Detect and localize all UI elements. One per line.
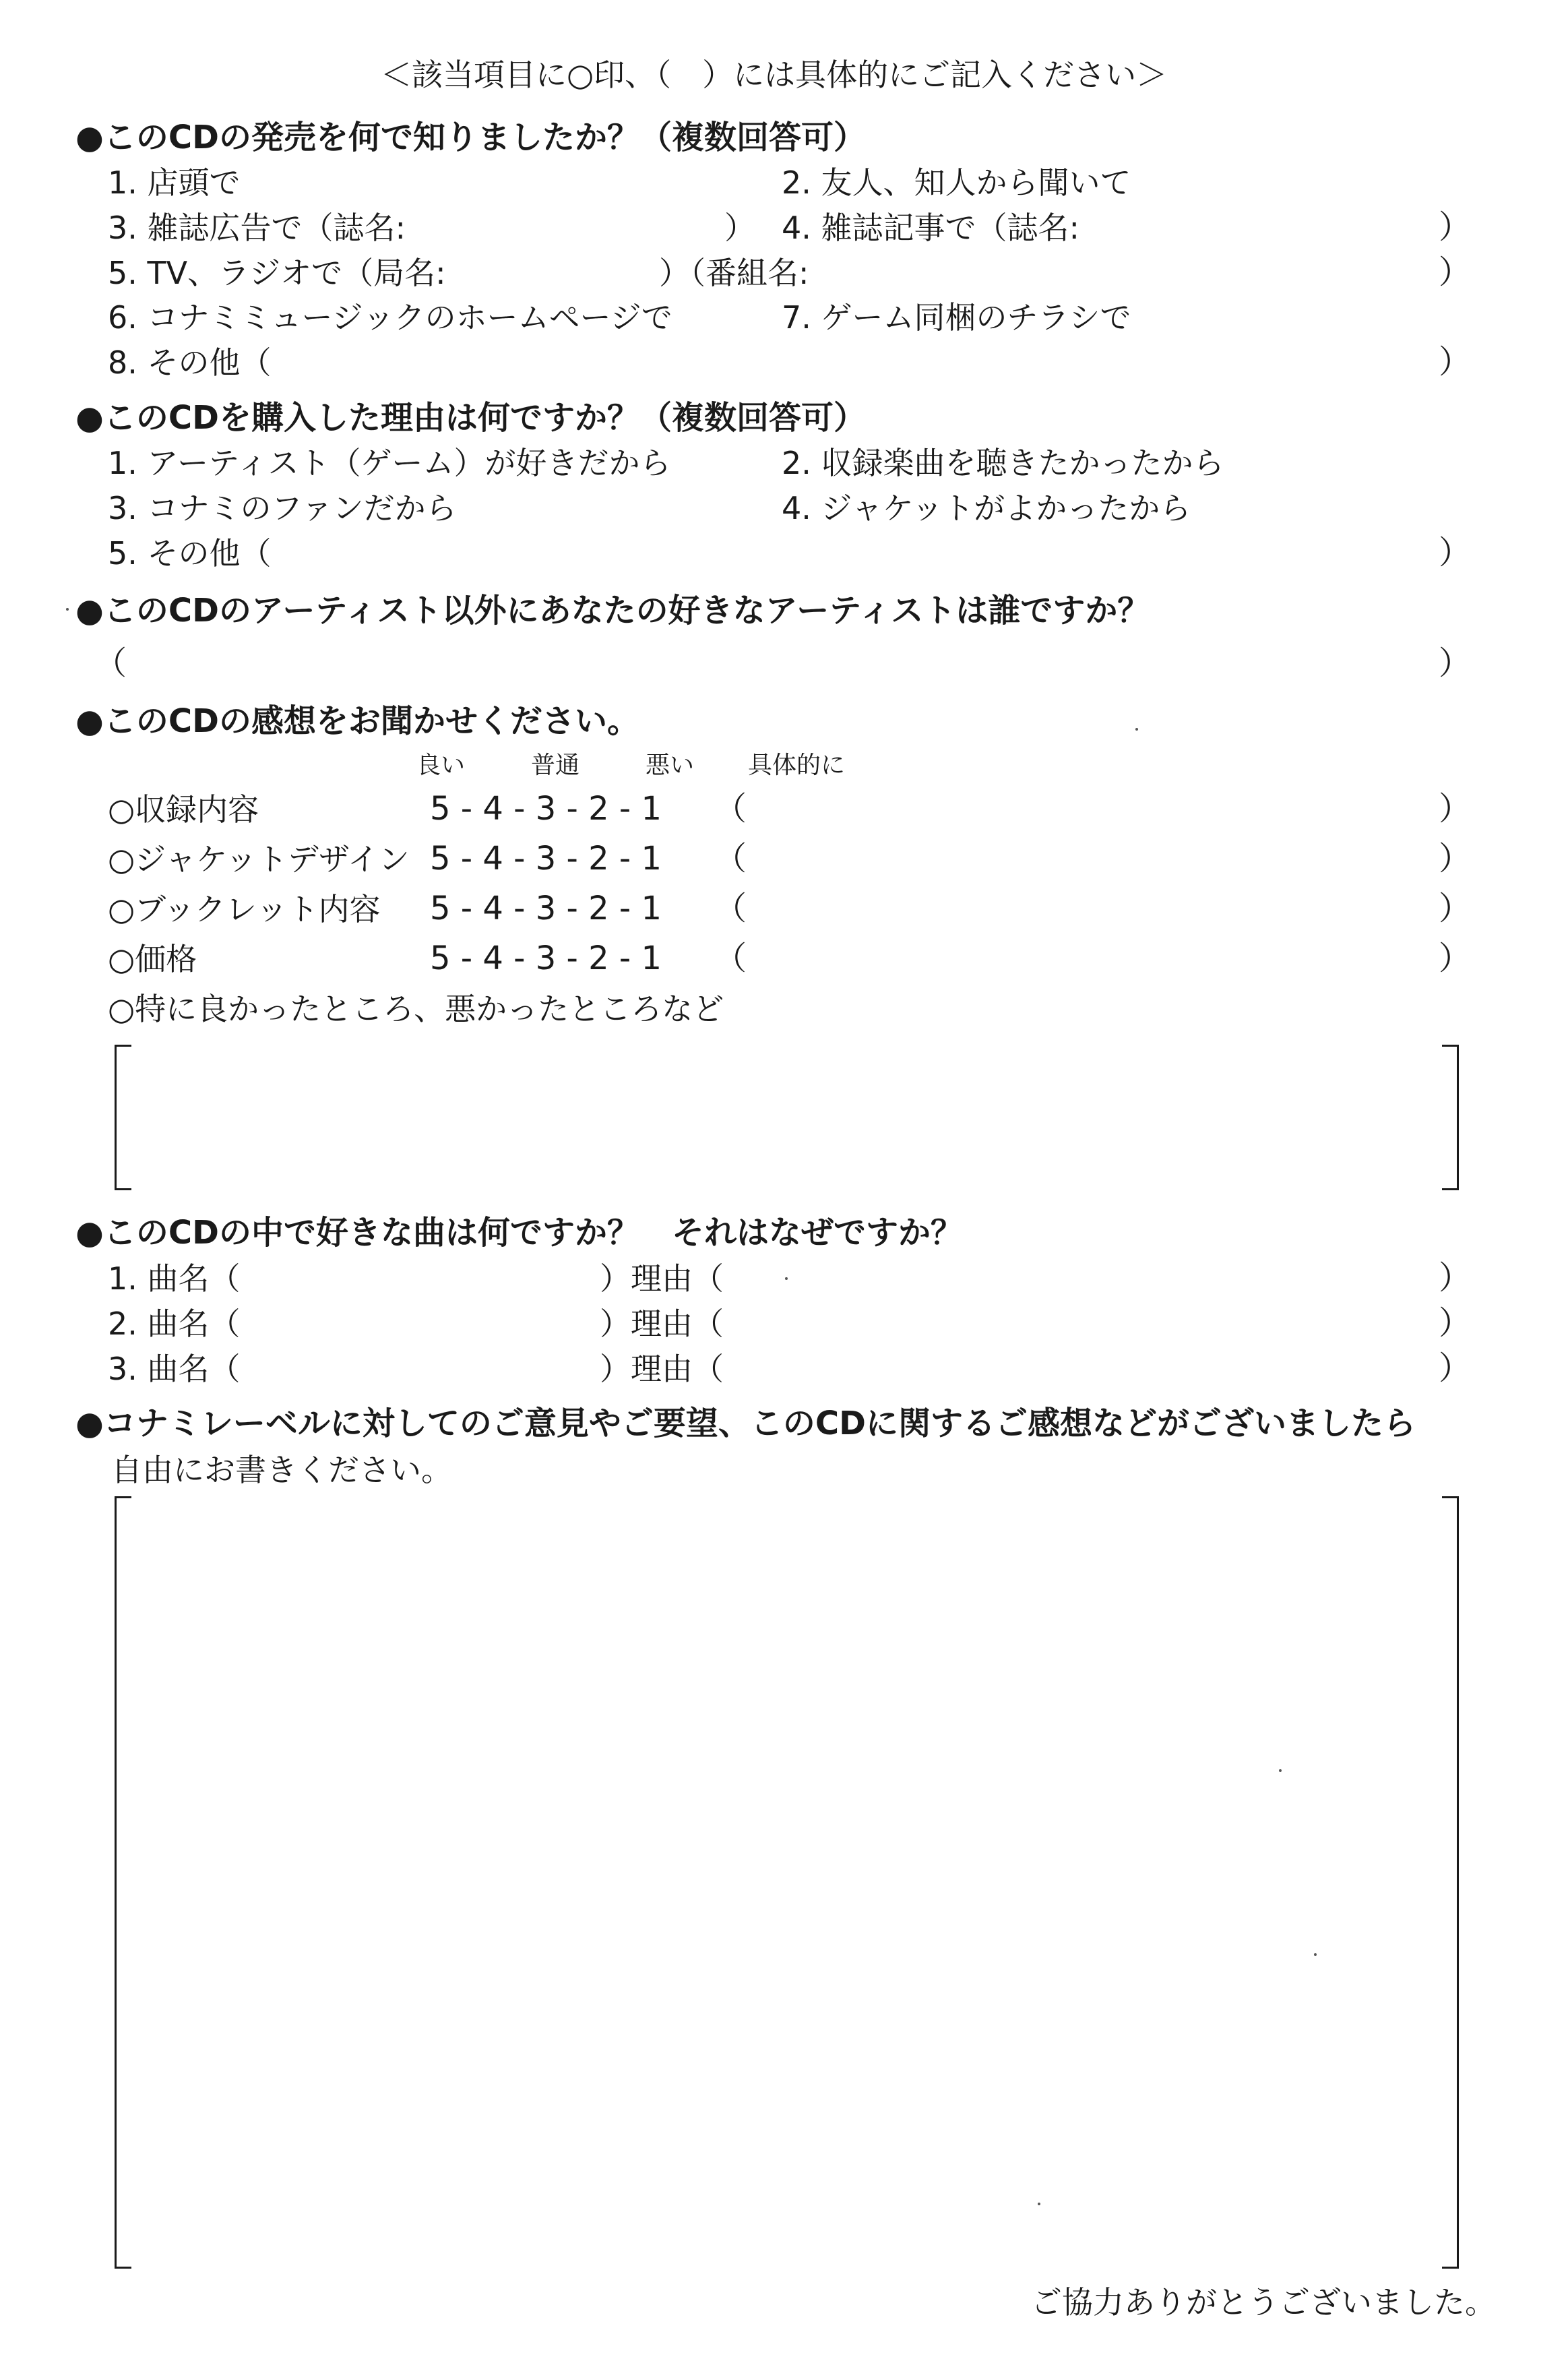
rating-scale-content[interactable]: 5 - 4 - 3 - 2 - 1	[430, 790, 662, 828]
rating-detail-open-price[interactable]: （	[714, 940, 747, 977]
q1-option-3-close: ）	[724, 210, 755, 246]
free-comment-label: ○特に良かったところ、悪かったところなど	[108, 991, 724, 1027]
rating-head-normal: 普通	[531, 751, 580, 779]
song-3-reason[interactable]: ）理由（	[600, 1351, 724, 1387]
song-3-close: ）	[1439, 1349, 1472, 1387]
instructions-header: ＜該当項目に○印、（ ）には具体的にご記入ください＞	[381, 57, 1168, 93]
q2-option-4[interactable]: 4. ジャケットがよかったから	[782, 490, 1191, 526]
song-3-name[interactable]: 3. 曲名（	[108, 1351, 241, 1387]
q2-option-3[interactable]: 3. コナミのファンだから	[108, 490, 457, 526]
rating-label-jacket: ○ジャケットデザイン	[108, 841, 410, 878]
song-2-name[interactable]: 2. 曲名（	[108, 1306, 241, 1342]
q5-title: ●このCDの中で好きな曲は何ですか？ それはなぜですか？	[75, 1214, 963, 1252]
q2-option-5[interactable]: 5. その他（	[108, 535, 272, 572]
rating-scale-jacket[interactable]: 5 - 4 - 3 - 2 - 1	[430, 840, 662, 878]
q4-title: ●このCDの感想をお聞かせください。	[75, 702, 639, 740]
rating-label-price: ○価格	[108, 941, 197, 977]
q3-answer-close: ）	[1439, 644, 1472, 682]
q1-option-4[interactable]: 4. 雑誌記事で（誌名:	[782, 210, 1080, 246]
scan-speck	[1279, 1769, 1282, 1772]
rating-detail-close-booklet: ）	[1439, 890, 1472, 927]
scan-speck	[1038, 2203, 1040, 2205]
q1-option-3[interactable]: 3. 雑誌広告で（誌名:	[108, 210, 406, 246]
q1-option-5-station[interactable]: 5. TV、ラジオで（局名:	[108, 255, 446, 291]
rating-detail-open-jacket[interactable]: （	[714, 840, 747, 878]
rating-scale-booklet[interactable]: 5 - 4 - 3 - 2 - 1	[430, 890, 662, 927]
song-2-reason[interactable]: ）理由（	[600, 1306, 724, 1342]
rating-detail-close-content: ）	[1439, 790, 1472, 828]
scan-speck	[1135, 728, 1138, 731]
song-1-reason[interactable]: ）理由（	[600, 1260, 724, 1297]
q2-title: ●このCDを購入した理由は何ですか？（複数回答可）	[75, 399, 866, 437]
q1-option-8-close: ）	[1439, 343, 1472, 381]
q1-option-8[interactable]: 8. その他（	[108, 344, 272, 381]
rating-label-content: ○収録内容	[108, 791, 259, 828]
q3-answer-open: （	[94, 644, 127, 682]
free-comment-box-left[interactable]	[115, 1045, 131, 1190]
rating-detail-open-content[interactable]: （	[714, 790, 747, 828]
q6-title-line2: 自由にお書きください。	[111, 1452, 452, 1488]
rating-head-bad: 悪い	[646, 751, 695, 779]
q1-option-5-close: ）	[1439, 253, 1472, 291]
q3-title: ●このCDのアーティスト以外にあなたの好きなアーティストは誰ですか？	[75, 592, 1150, 630]
rating-head-detail: 具体的に	[748, 751, 846, 779]
song-1-name[interactable]: 1. 曲名（	[108, 1260, 241, 1297]
q2-option-1[interactable]: 1. アーティスト（ゲーム）が好きだから	[108, 445, 671, 481]
rating-label-booklet: ○ブックレット内容	[108, 891, 381, 927]
opinion-box-left[interactable]	[115, 1496, 131, 2269]
scan-speck	[66, 608, 69, 611]
scan-speck	[785, 1277, 788, 1280]
rating-detail-open-booklet[interactable]: （	[714, 890, 747, 927]
q1-option-2[interactable]: 2. 友人、知人から聞いて	[782, 164, 1131, 201]
rating-scale-price[interactable]: 5 - 4 - 3 - 2 - 1	[430, 940, 662, 977]
q1-title: ●このCDの発売を何で知りましたか？（複数回答可）	[75, 119, 866, 156]
q6-title-line1: ●コナミレーベルに対してのご意見やご要望、このCDに関するご感想などがございましたら	[75, 1405, 1416, 1442]
free-comment-box-right[interactable]	[1442, 1045, 1459, 1190]
q2-option-5-close: ）	[1439, 534, 1472, 572]
q1-option-4-close: ）	[1439, 208, 1472, 246]
q1-option-6[interactable]: 6. コナミミュージックのホームページで	[108, 299, 672, 336]
rating-head-good: 良い	[416, 751, 466, 779]
song-1-close: ）	[1439, 1259, 1472, 1297]
q1-option-1[interactable]: 1. 店頭で	[108, 164, 241, 201]
scan-speck	[1314, 1953, 1317, 1956]
rating-detail-close-price: ）	[1439, 940, 1472, 977]
opinion-box-right[interactable]	[1442, 1496, 1459, 2269]
rating-detail-close-jacket: ）	[1439, 840, 1472, 878]
song-2-close: ）	[1439, 1304, 1472, 1342]
q1-option-7[interactable]: 7. ゲーム同梱のチラシで	[782, 299, 1131, 336]
q2-option-2[interactable]: 2. 収録楽曲を聴きたかったから	[782, 445, 1224, 481]
q1-option-5-program[interactable]: ）（番組名:	[659, 255, 809, 291]
thanks-message: ご協力ありがとうございました。	[1031, 2284, 1496, 2321]
